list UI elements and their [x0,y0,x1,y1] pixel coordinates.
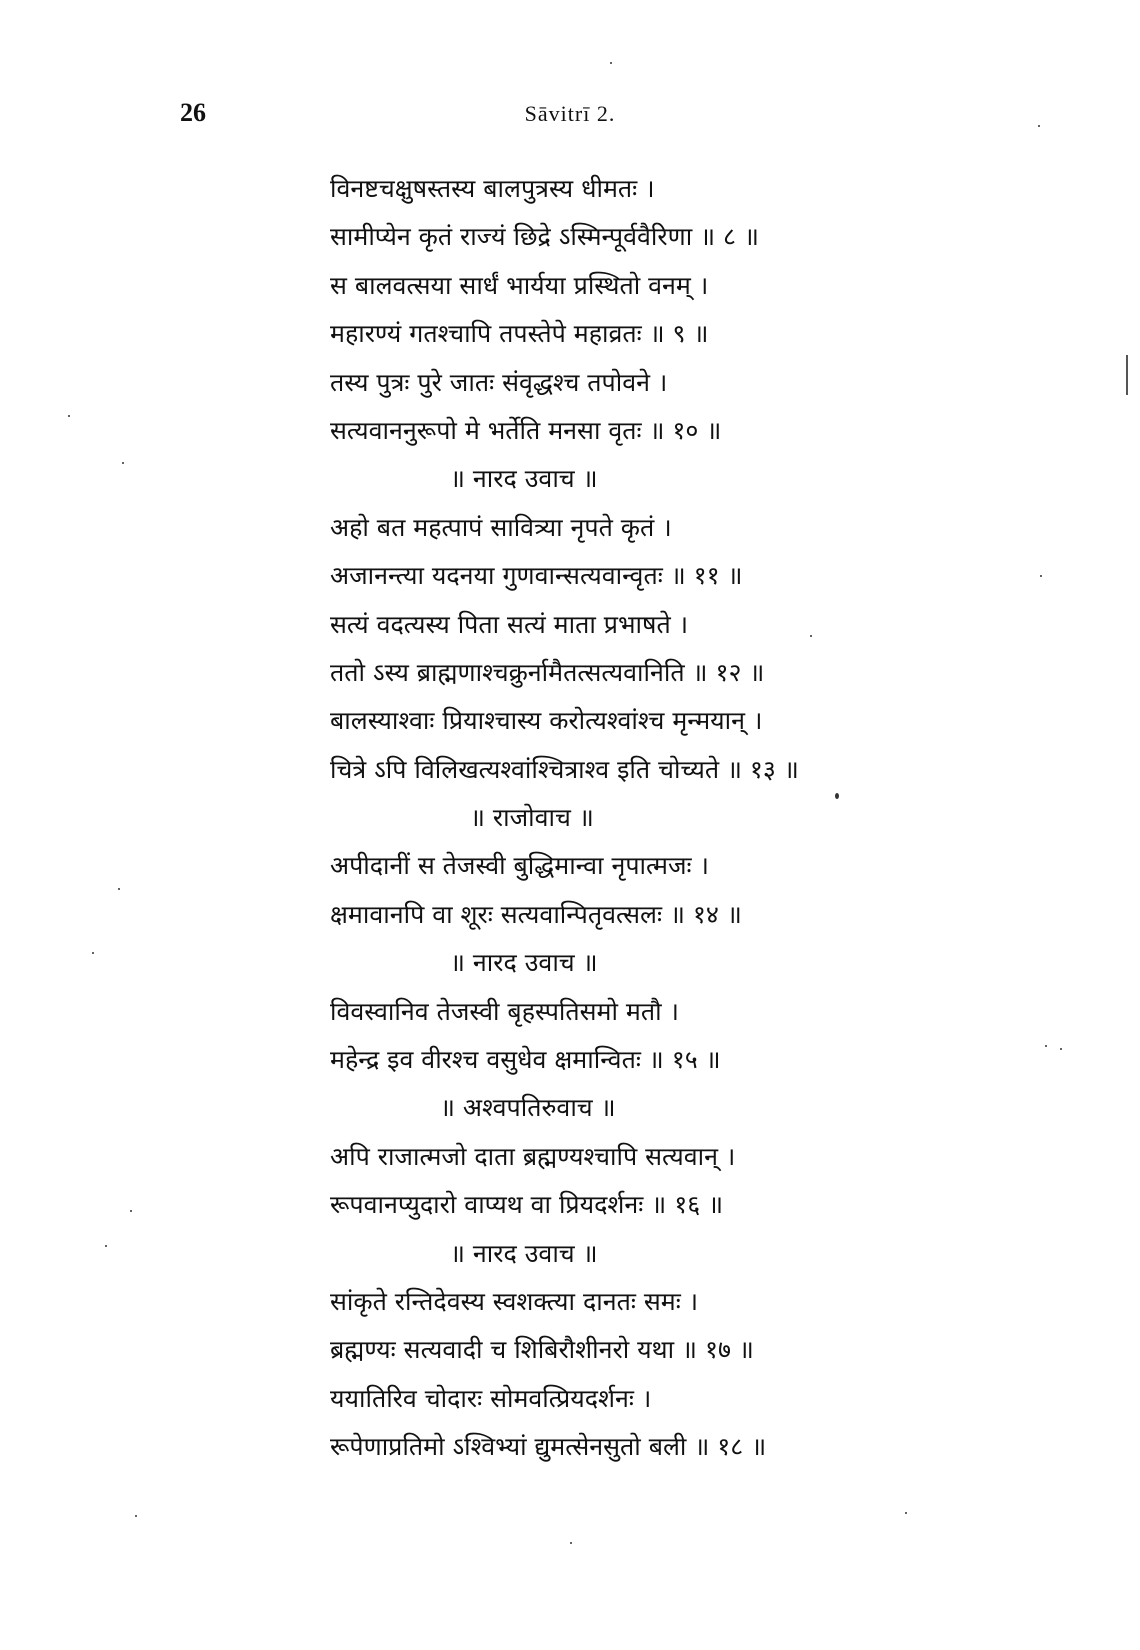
verse-line: महारण्यं गतश्चापि तपस्तेपे महाव्रतः ॥ ९ ॥ [330,319,709,349]
verse-line: रूपेणाप्रतिमो ऽश्विभ्यां द्युमत्सेनसुतो बली ॥ १८ ॥ [330,1432,767,1462]
speaker-heading: ॥ नारद उवाच ॥ [450,464,598,494]
verse-line: सांकृते रन्तिदेवस्य स्वशक्त्या दानतः समः । [330,1286,699,1316]
speaker-heading: ॥ राजोवाच ॥ [470,803,594,833]
verse-line: बालस्याश्वाः प्रियाश्चास्य करोत्यश्वांश्च मृन्मयान् । [330,706,763,736]
scan-speck [1038,125,1040,127]
scan-speck [118,888,120,890]
scan-speck [1045,1045,1047,1047]
verse-line: अपीदानीं स तेजस्वी बुद्धिमान्वा नृपात्मजः । [330,851,710,881]
verse-line: सत्यं वदत्यस्य पिता सत्यं माता प्रभाषते । [330,609,689,639]
verse-line: स बालवत्सया सार्धं भार्यया प्रस्थितो वनम् । [330,270,709,300]
scan-speck [122,462,124,464]
speaker-heading: ॥ नारद उवाच ॥ [450,1238,598,1268]
running-title: Sāvitrī 2. [524,101,616,126]
verse-line: ब्रह्मण्यः सत्यवादी च शिबिरौशीनरो यथा ॥ १७ ॥ [330,1335,754,1365]
verse-line: तस्य पुत्रः पुरे जातः संवृद्धश्च तपोवने । [330,367,668,397]
scan-speck [810,635,812,637]
verse-line: अपि राजात्मजो दाता ब्रह्मण्यश्चापि सत्यवान् । [330,1141,736,1171]
scan-speck [835,793,839,799]
speaker-heading: ॥ अश्वपतिरुवाच ॥ [440,1093,616,1123]
verse-line: सत्यवाननुरूपो मे भर्तेति मनसा वृतः ॥ १० ॥ [330,415,722,445]
scan-speck [130,1210,132,1212]
verse-line: विनष्टचक्षुषस्तस्य बालपुत्रस्य धीमतः । [330,174,655,203]
verse-line: रूपवानप्युदारो वाप्यथ वा प्रियदर्शनः ॥ १६ ॥ [330,1190,724,1220]
scan-speck [1060,1048,1062,1050]
page-number: 26 [180,98,206,127]
verse-line: विवस्वानिव तेजस्वी बृहस्पतिसमो मतौ । [330,996,679,1026]
scan-speck [570,1542,572,1544]
scan-speck [135,1515,137,1517]
scan-speck [92,952,94,954]
scan-speck [905,1512,907,1514]
verse-line: ययातिरिव चोदारः सोमवत्प्रियदर्शनः । [330,1383,652,1413]
verse-line: चित्रे ऽपि विलिखत्यश्वांश्चित्राश्व इति चोच्यते ॥ १३ ॥ [330,754,799,784]
verse-line: अजानन्त्या यदनया गुणवान्सत्यवान्वृतः ॥ ११ ॥ [330,561,743,591]
scan-speck [610,62,612,64]
verse-line: सामीप्येन कृतं राज्यं छिद्रे ऽस्मिन्पूर्ववैरिणा ॥ ८ ॥ [330,222,759,252]
verse-text-block [330,165,950,1472]
scan-speck [1040,575,1042,577]
verse-line: अहो बत महत्पापं सावित्र्या नृपते कृतं । [330,512,672,542]
verse-line: महेन्द्र इव वीरश्च वसुधेव क्षमान्वितः ॥ १५ ॥ [330,1045,721,1075]
scan-speck [105,1245,107,1247]
verse-line: क्षमावानपि वा शूरः सत्यवान्पितृवत्सलः ॥ १४ ॥ [330,899,742,929]
scan-edge-mark [1126,355,1128,395]
verse-line: ततो ऽस्य ब्राह्मणाश्चक्रुर्नामैतत्सत्यवानिति ॥ १२ ॥ [330,657,765,687]
scan-speck [68,415,70,417]
speaker-heading: ॥ नारद उवाच ॥ [450,948,598,978]
